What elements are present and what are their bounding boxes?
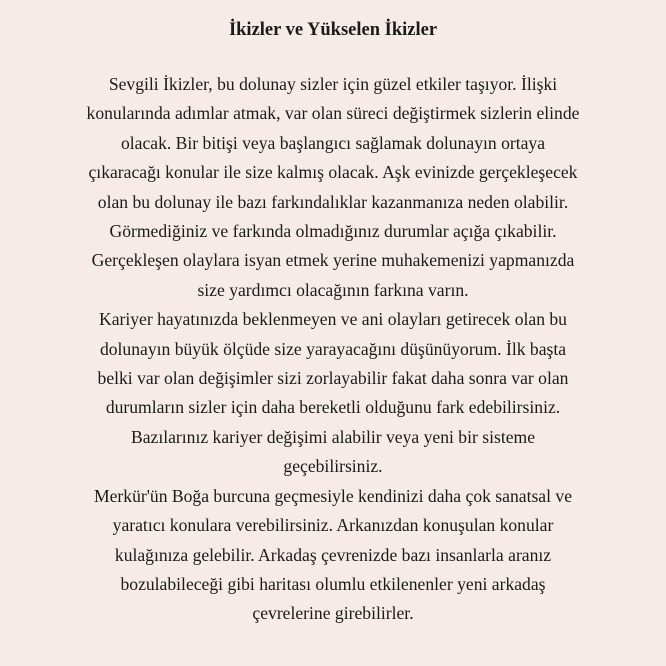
text-line: dolunayın büyük ölçüde size yarayacağını düşünüyorum. İlk başta [99,338,567,359]
text-line: yaratıcı konulara verebilirsiniz. Arkanızdan konuşulan konular [112,515,554,536]
text-line: geçebilirsiniz. [283,456,383,477]
text-line: çevrelerine girebilirler. [252,603,414,624]
page-title: İkizler ve Yükselen İkizler [228,20,438,40]
text-line: durumların sizler için daha bereketli olduğunu fark edebilirsiniz. [105,397,561,418]
text-line: olan bu dolunay ile bazı farkındalıklar kazanmanıza neden olabilir. [97,191,569,212]
text-line: Merkür'ün Boğa burcuna geçmesiyle kendinizi daha çok sanatsal ve [93,485,573,506]
text-line: kulağınıza gelebilir. Arkadaş çevrenizde bazı insanlarla aranız [114,544,552,565]
horoscope-text [0,70,666,629]
text-line: Kariyer hayatınızda beklenmeyen ve ani olayları getirecek olan bu [99,309,567,330]
text-line: Görmediğiniz ve farkında olmadığınız durumlar açığa çıkabilir. [109,221,557,242]
text-line: Bazılarınız kariyer değişimi alabilir veya yeni bir sisteme [130,426,536,447]
text-line: Sevgili İkizler, bu dolunay sizler için güzel etkiler taşıyor. İlişki [108,74,558,94]
text-line: konularında adımlar atmak, var olan süreci değiştirmek sizlerin elinde [86,103,580,124]
text-line: Gerçekleşen olaylara isyan etmek yerine muhakemenizi yapmanızda [91,250,575,271]
text-line: bozulabileceği gibi haritası olumlu etkilenenler yeni arkadaş [120,573,546,594]
text-line: size yardımcı olacağının farkına varın. [197,279,469,300]
text-line: belki var olan değişimler sizi zorlayabilir fakat daha sonra var olan [97,368,569,389]
text-line: olacak. Bir bitişi veya başlangıcı sağlamak dolunayın ortaya [120,132,546,153]
text-line: çıkaracağı konular ile size kalmış olacak. Aşk evinizde gerçekleşecek [88,162,578,183]
